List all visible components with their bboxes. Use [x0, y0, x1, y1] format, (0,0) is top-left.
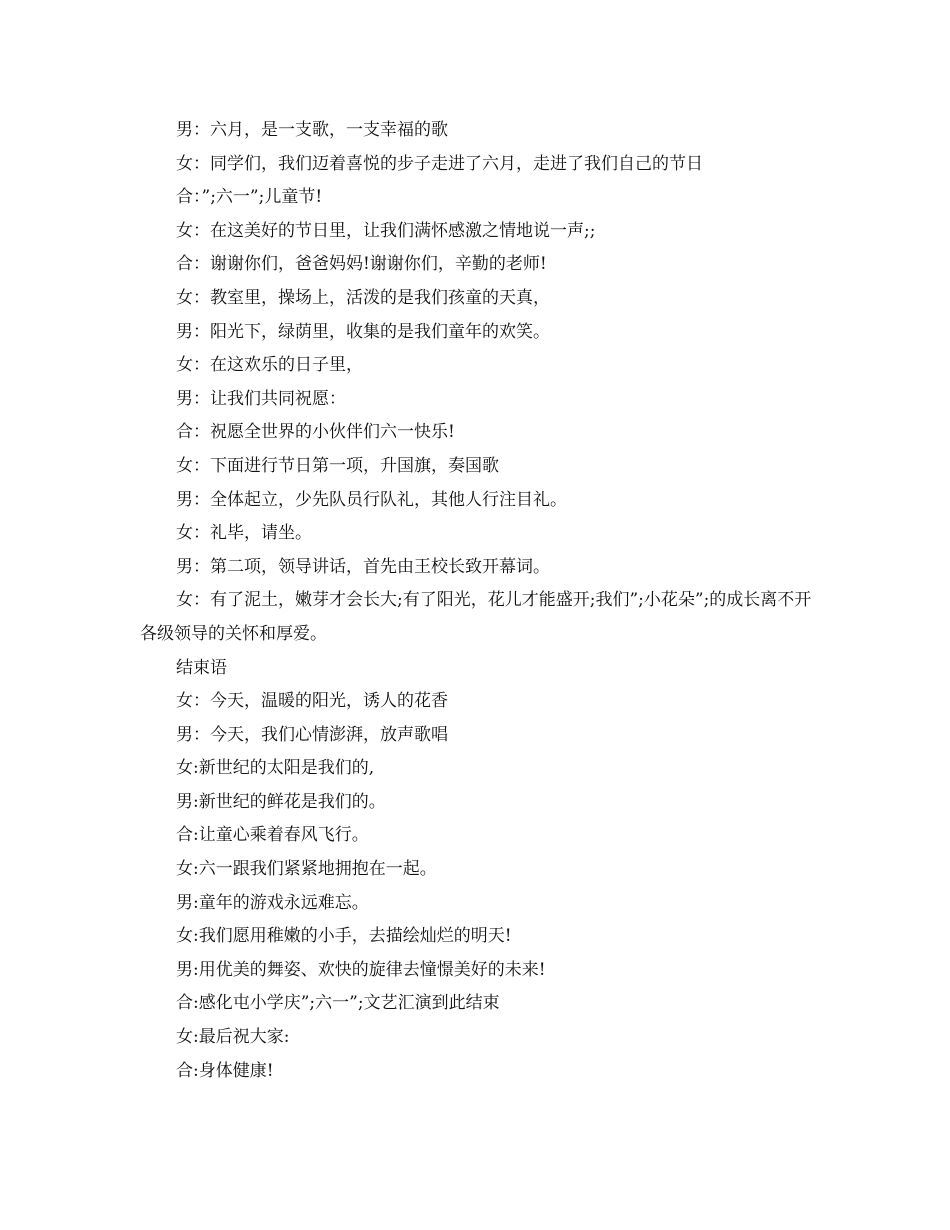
paragraph-13: 女：礼毕，请坐。	[176, 523, 312, 544]
paragraph-25: 男:用优美的舞姿、欢快的旋律去憧憬美好的未来!	[176, 959, 546, 980]
paragraph-8: 女：在这欢乐的日子里，	[176, 355, 363, 376]
paragraph-26: 合:感化屯小学庆”;六一”;文艺汇演到此结束	[176, 993, 500, 1014]
paragraph-23: 男:童年的游戏永远难忘。	[176, 892, 369, 913]
paragraph-27: 女:最后祝大家:	[176, 1027, 290, 1048]
paragraph-24: 女:我们愿用稚嫩的小手，去描绘灿烂的明天!	[176, 926, 512, 947]
paragraph-3: 合：”;六一”;儿童节!	[176, 187, 323, 208]
paragraph-12: 男：全体起立，少先队员行队礼，其他人行注目礼。	[176, 489, 567, 510]
paragraph-7: 男：阳光下，绿荫里，收集的是我们童年的欢笑。	[176, 321, 550, 342]
paragraph-17: 女：今天，温暖的阳光，诱人的花香	[176, 691, 448, 712]
paragraph-11: 女：下面进行节日第一项，升国旗，奏国歌	[176, 455, 499, 476]
section-heading-closing: 结束语	[176, 657, 227, 678]
paragraph-2: 女：同学们，我们迈着喜悦的步子走进了六月，走进了我们自己的节日	[176, 153, 703, 174]
paragraph-14: 男：第二项，领导讲话，首先由王校长致开幕词。	[176, 556, 550, 577]
paragraph-10: 合：祝愿全世界的小伙伴们六一快乐!	[176, 422, 455, 443]
paragraph-9: 男：让我们共同祝愿：	[176, 388, 346, 409]
paragraph-21: 合:让童心乘着春风飞行。	[176, 825, 369, 846]
paragraph-1: 男：六月，是一支歌，一支幸福的歌	[176, 120, 448, 140]
paragraph-5: 合：谢谢你们，爸爸妈妈!谢谢你们，辛勤的老师!	[176, 254, 547, 275]
paragraph-20: 男:新世纪的鲜花是我们的。	[176, 791, 386, 812]
paragraph-18: 男：今天，我们心情澎湃，放声歌唱	[176, 724, 448, 745]
paragraph-6: 女：教室里，操场上，活泼的是我们孩童的天真，	[176, 287, 550, 308]
paragraph-22: 女:六一跟我们紧紧地拥抱在一起。	[176, 859, 437, 880]
paragraph-4: 女：在这美好的节日里，让我们满怀感激之情地说一声;;	[176, 220, 596, 241]
paragraph-28: 合:身体健康!	[176, 1060, 274, 1081]
paragraph-15: 女：有了泥土，嫩芽才会长大;有了阳光，花儿才能盛开;我们”;小花朵”;的成长离不开各级领导的关怀和厚爱。	[140, 590, 812, 644]
document-body	[140, 114, 820, 1088]
paragraph-19: 女:新世纪的太阳是我们的,	[176, 758, 375, 779]
